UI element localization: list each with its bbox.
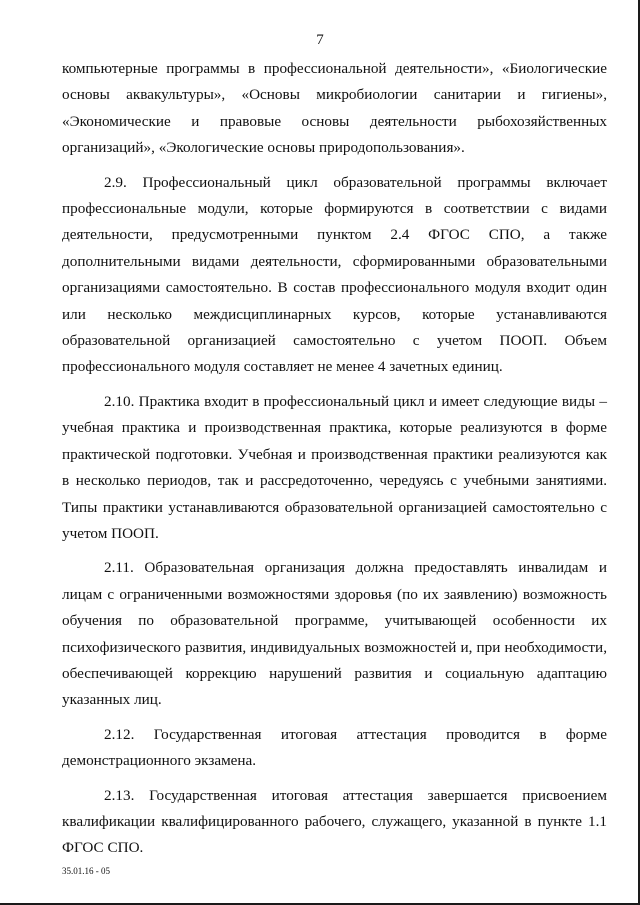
document-code: 35.01.16 - 05 bbox=[62, 866, 110, 876]
page-number: 7 bbox=[316, 32, 324, 48]
paragraph-2-11: 2.11. Образовательная организация должна предоставлять инвалидам и лицам с ограниченными возможностями здоровья (по их заявлению) возможность обучения по образовательной программе, учитывающей особенности их психофизического развития, индивидуальных возможностей и, при необходимости, обеспечивающей коррекцию нарушений развития и социальную адаптацию указанных лиц. bbox=[62, 559, 607, 709]
paragraph-2-12: 2.12. Государственная итоговая аттестация проводится в форме демонстрационного экзамена. bbox=[62, 725, 607, 770]
document-body bbox=[62, 56, 607, 870]
paragraph-continuation: компьютерные программы в профессиональной деятельности», «Биологические основы аквакультуры», «Основы микробиологии санитарии и гигиены», «Экономические и правовые основы деятельности рыбохозяйственных организаций», «Экологические основы природопользования». bbox=[62, 60, 607, 157]
paragraph-2-13: 2.13. Государственная итоговая аттестация завершается присвоением квалификации квалифицированного рабочего, служащего, указанной в пункте 1.1 ФГОС СПО. bbox=[62, 786, 607, 857]
paragraph-2-10: 2.10. Практика входит в профессиональный цикл и имеет следующие виды – учебная практика и производственная практика, которые реализуются в форме практической подготовки. Учебная и производственная практики реализуются как в несколько периодов, так и рассредоточенно, чередуясь с учебными занятиями. Типы практики устанавливаются образовательной организацией самостоятельно с учетом ПООП. bbox=[62, 392, 607, 542]
paragraph-2-9: 2.9. Профессиональный цикл образовательной программы включает профессиональные модули, которые формируются в соответствии с видами деятельности, предусмотренными пунктом 2.4 ФГОС СПО, а также дополнительными видами деятельности, сформированными образовательными организациями самостоятельно. В состав профессионального модуля входит один или несколько междисциплинарных курсов, которые устанавливаются образовательной организацией самостоятельно с учетом ПООП. Объем профессионального модуля составляет не менее 4 зачетных единиц. bbox=[62, 173, 607, 376]
